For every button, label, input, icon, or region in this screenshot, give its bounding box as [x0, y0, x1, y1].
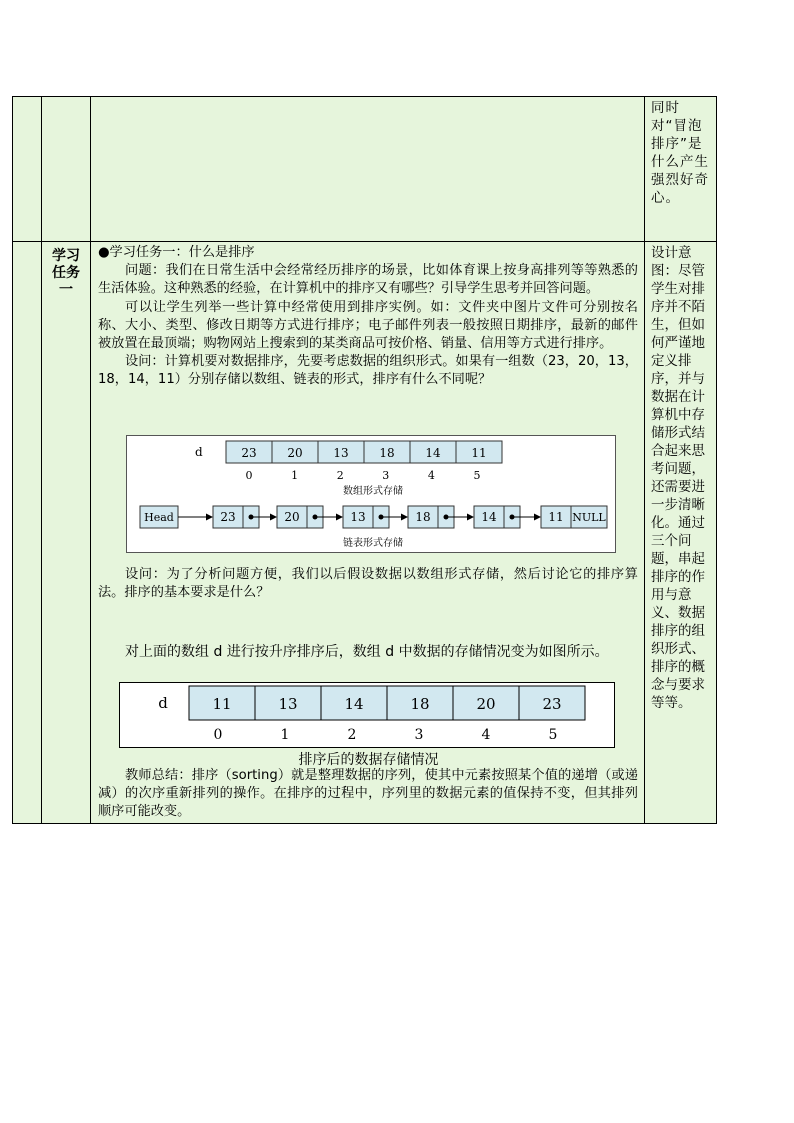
array-index: 0: [245, 469, 253, 482]
examples-paragraph: 可以让学生列举一些计算中经常使用到排序实例。如：文件夹中图片文件可分别按名称、大小、类型、修改日期等方式进行排序；电子邮件列表一般按照日期排序，最新的邮件被放置在最顶端；购物网站上搜索到的某类商品可按价格、销量、信用等方式进行排序。: [98, 299, 638, 352]
array-index: 3: [382, 469, 390, 482]
question-paragraph: 问题：我们在日常生活中会经常经历排序的场景，比如体育课上按身高排列等等熟悉的生活体验。这种熟悉的经验，在计算机中的排序又有哪些？引导学生思考并回答问题。: [98, 263, 638, 297]
task-label: 学习 任务 一: [52, 248, 80, 298]
sorted-array-value: 13: [278, 695, 298, 713]
storage-diagram: [127, 436, 615, 552]
design-intent-note: 设计意图：尽管学生对排序并不陌生，但如何严谨地定义排序，并与数据在计算机中存储形式结合起来思考问题，还需要进一步清晰化。通过三个问题，串起排序的作用与意义、数据排序的组织形式、排序的概念与要求等等。: [651, 245, 705, 711]
sorted-array-diagram: [120, 683, 614, 747]
blank-cell: [12, 96, 42, 242]
sorted-array-index: 1: [280, 727, 290, 743]
head-label: Head: [144, 511, 174, 524]
sorted-array-value: 23: [542, 695, 562, 713]
sorted-caption: 排序后的数据存储情况: [298, 752, 439, 768]
teaching-content-continued: [91, 564, 644, 662]
sorted-array-value: 14: [344, 695, 364, 713]
array-index: 1: [291, 469, 299, 482]
list-node-value: 11: [548, 510, 564, 524]
teaching-content: [91, 242, 644, 390]
array-value: 23: [241, 446, 257, 460]
array-value: 13: [333, 446, 349, 460]
array-index: 4: [427, 469, 435, 482]
blank-cell: [90, 96, 645, 242]
sorted-array-value: 20: [476, 695, 496, 713]
array-index: 2: [336, 469, 344, 482]
array-value: 18: [379, 446, 395, 460]
array-value: 14: [425, 446, 441, 460]
null-label: NULL: [572, 511, 606, 524]
list-node-value: 13: [350, 510, 366, 524]
design-intent-cell: [644, 241, 717, 824]
task-heading: ●学习任务一：什么是排序: [98, 245, 255, 260]
sorted-array-figure: [119, 682, 615, 748]
blank-cell: [41, 96, 91, 242]
student-activity-cell: [644, 96, 717, 242]
array-value: 11: [471, 446, 487, 460]
list-node-value: 23: [220, 510, 236, 524]
summary-paragraph: 教师总结：排序（sorting）就是整理数据的序列，使其中元素按照某个值的递增（或递减）的次序重新排列的操作。在排序的过程中，序列里的数据元素的值保持不变，但其排列顺序可能改变。: [98, 768, 638, 820]
teaching-content-cell: [90, 241, 645, 824]
list-node-value: 14: [481, 510, 497, 524]
storage-figure: [126, 435, 616, 553]
sorted-array-index: 4: [481, 727, 491, 743]
array-value: 20: [287, 446, 303, 460]
sorted-intro-paragraph: 对上面的数组 d 进行按升序排序后，数组 d 中数据的存储情况变为如图所示。: [125, 644, 609, 661]
sorted-array-value: 11: [212, 695, 232, 713]
sorted-array-value: 18: [410, 695, 430, 713]
sorted-array-name: d: [158, 694, 168, 712]
teacher-summary: [98, 767, 638, 822]
sorted-array-index: 5: [548, 727, 558, 743]
array-caption: 数组形式存储: [343, 486, 403, 497]
list-node-value: 18: [415, 510, 431, 524]
array-name-label: d: [195, 445, 203, 459]
requirement-question-paragraph: 设问：为了分析问题方便，我们以后假设数据以数组形式存储，然后讨论它的排序算法。排序的基本要求是什么？: [98, 567, 638, 601]
list-caption: 链表形式存储: [343, 538, 403, 549]
list-node-value: 20: [284, 510, 300, 524]
task-label-cell: [41, 241, 91, 824]
right-top-note: 同时对“冒泡排序”是什么产生强烈好奇心。: [651, 100, 709, 206]
sorted-array-index: 3: [414, 727, 424, 743]
storage-question-paragraph: 设问：计算机要对数据排序，先要考虑数据的组织形式。如果有一组数（23，20，13，18，14，11）分别存储以数组、链表的形式，排序有什么不同呢？: [98, 354, 638, 388]
sorted-array-index: 0: [213, 727, 223, 743]
blank-cell: [12, 241, 42, 824]
array-index: 5: [473, 469, 481, 482]
sorted-array-index: 2: [347, 727, 357, 743]
